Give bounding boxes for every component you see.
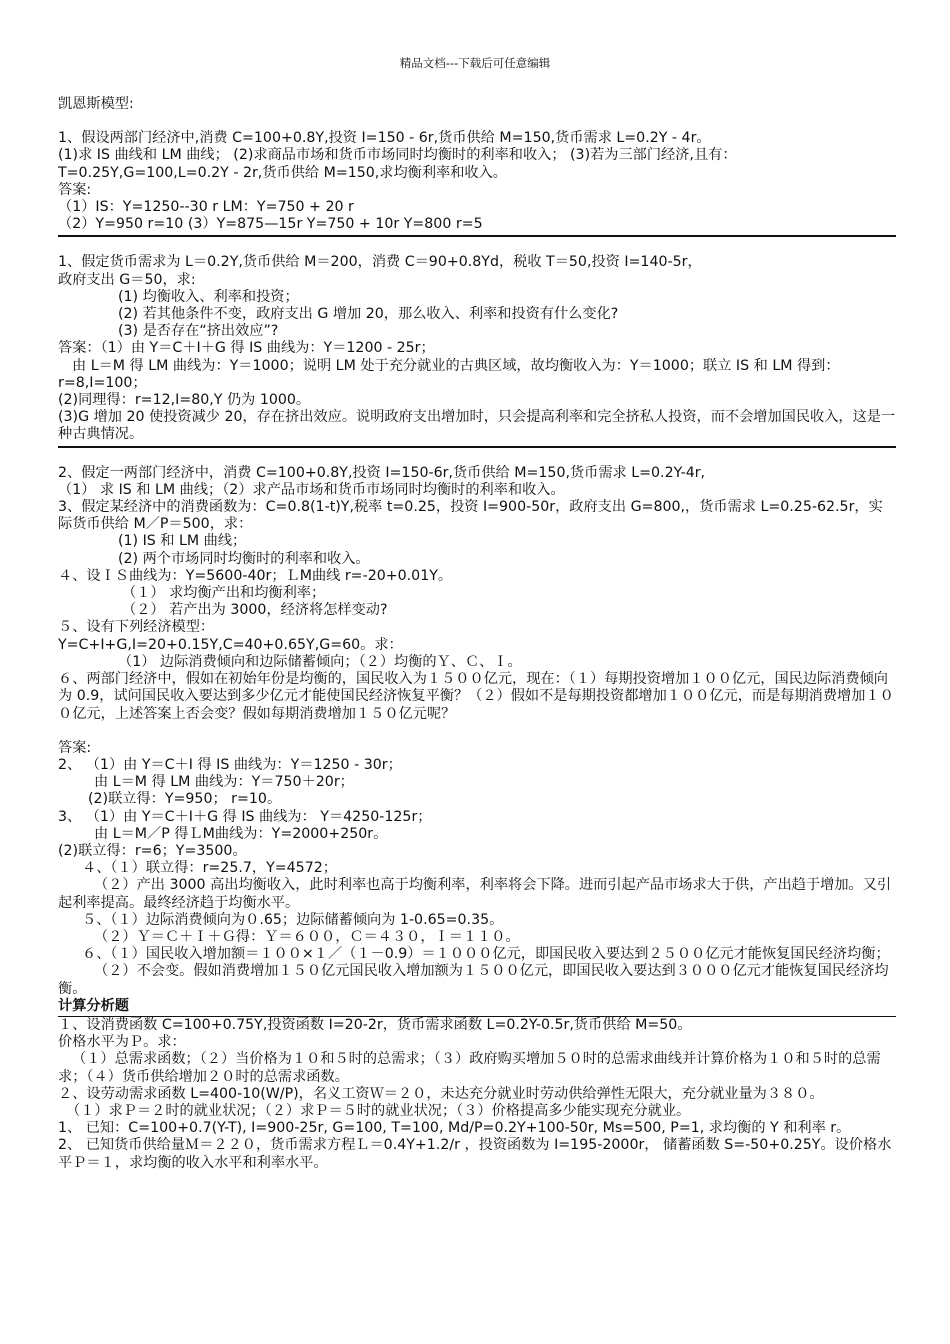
q5-subquestion: （1） 边际消费倾向和边际储蓄倾向；（２）均衡的Ｙ、Ｃ、Ｉ。 bbox=[118, 653, 522, 670]
q3-subquestion: (2) 两个市场同时均衡时的利率和收入。 bbox=[118, 550, 370, 567]
q3-line: 3、假定某经济中的消费函数为：C=0.8(1-t)Y,税率 t=0.25，投资 I=900-50r，政府支出 G=800,，货币需求 L=0.25-62.5r，实际货币供给 M／P＝500，求： bbox=[58, 499, 883, 533]
s1-answer-label: 答案: bbox=[58, 181, 92, 198]
answer-line: ４、（１）联立得：r=25.7，Y=4572； bbox=[82, 860, 337, 877]
q4-line: ４、设ＩＳ曲线为：Y=5600-40r；ＬM曲线 r=-20+0.01Y。 bbox=[58, 567, 453, 584]
s2-answer-line: (2)同理得：r=12,I=80,Y 仍为 1000。 bbox=[58, 392, 311, 409]
document-body bbox=[58, 96, 896, 1172]
q6-line: ６、两部门经济中，假如在初始年份是均衡的，国民收入为１５００亿元，现在：（１）每期投资增加１００亿元，国民边际消费倾向为 0.9，试问国民收入要达到多少亿元才能使国民经济恢复平衡？（２）假如不是每期投资都增加１００亿元，而是每期消费增加１００亿元，上述答案上否会变？假如每期消费增加１５０亿元呢？ bbox=[58, 671, 894, 722]
q4-subquestion: （２） 若产出为 3000，经济将怎样变动? bbox=[122, 602, 388, 619]
s1-answer-line: （2）Y=950 r=10 (3）Y=875—15r Y=750 + 10r Y=800 r=5 bbox=[58, 216, 483, 233]
answer-line: （２）产出 3000 高出均衡收入，此时利率也高于均衡利率，利率将会下降。进而引起产品市场求大于供，产出趋于增加。又引起利率提高。最终经济趋于均衡水平。 bbox=[58, 877, 892, 911]
q2-line: 2、假定一两部门经济中，消费 C=100+0.8Y,投资 I=150-6r,货币供给 M=150,货币需求 L=0.2Y-4r, bbox=[58, 464, 706, 481]
calc-heading: 计算分析题 bbox=[58, 997, 129, 1014]
calc-line: （１）求Ｐ＝２时的就业状况；（２）求Ｐ＝５时的就业状况；（３）价格提高多少能实现充分就业。 bbox=[66, 1102, 691, 1119]
answers-label: 答案: bbox=[58, 739, 92, 756]
s2-answer-line: 由 L＝M 得 LM 曲线为：Y＝1000；说明 LM 处于充分就业的古典区域，故均衡收入为：Y＝1000；联立 IS 和 LM 得到：r=8,I=100； bbox=[58, 357, 840, 391]
answer-line: （２）不会变。假如消费增加１５０亿元国民收入增加额为１５００亿元，即国民收入要达到３０００亿元才能恢复国民经济均衡。 bbox=[58, 963, 889, 997]
calc-line: 2、 已知货币供给量Ｍ＝２２０，货币需求方程Ｌ＝0.4Y+1.2/r ，投资函数为 I=195-2000r， 储蓄函数 S=-50+0.25Y。设价格水平Ｐ＝１，求均衡的收入水平和利率水平。 bbox=[58, 1137, 892, 1171]
answer-line: （２）Ｙ＝Ｃ＋Ｉ＋Ｇ得：Ｙ＝６００，Ｃ＝４３０，Ｉ＝１１０。 bbox=[94, 928, 520, 945]
calc-line: 价格水平为Ｐ。求： bbox=[58, 1034, 186, 1051]
q5-line: Y=C+I+G,I=20+0.15Y,C=40+0.65Y,G=60。求： bbox=[58, 636, 403, 653]
calc-line: ２、设劳动需求函数 L=400-10(W/P)，名义工资Ｗ＝２０，未达充分就业时劳动供给弹性无限大，充分就业量为３８０。 bbox=[58, 1085, 824, 1102]
answer-line: 由 L＝M 得 LM 曲线为：Y＝750＋20r； bbox=[94, 774, 354, 791]
answer-line: 2、 （1）由 Y＝C＋I 得 IS 曲线为：Y＝1250 - 30r； bbox=[58, 756, 402, 773]
q3-subquestion: (1) IS 和 LM 曲线； bbox=[118, 533, 247, 550]
answer-line: ５、（１）边际消费倾向为０.65；边际储蓄倾向为 1-0.65=0.35。 bbox=[82, 911, 504, 928]
answer-line: 由 L＝M／P 得ＬM曲线为：Y=2000+250r。 bbox=[94, 825, 388, 842]
s1-question-line: T=0.25Y,G=100,L=0.2Y - 2r,货币供给 M=150,求均衡利率和收入。 bbox=[58, 164, 507, 181]
answer-line: (2)联立得：Y=950； r=10。 bbox=[88, 791, 282, 808]
s1-answer-line: （1）IS：Y=1250--30 r LM：Y=750 + 20 r bbox=[58, 199, 354, 216]
calc-line: 1、 已知：C=100+0.7(Y-T), I=900-25r, G=100, T=100, Md/P=0.2Y+100-50r, Ms=500, P=1, 求均衡的 Y 和利率 r。 bbox=[58, 1120, 851, 1137]
s1-question-line: (1)求 IS 曲线和 LM 曲线； (2)求商品市场和货币市场同时均衡时的利率和收入； (3)若为三部门经济,且有： bbox=[58, 147, 737, 164]
s2-question-line: 政府支出 G＝50，求: bbox=[58, 271, 196, 288]
s2-answer-line: 答案：（1）由 Y＝C＋I＋G 得 IS 曲线为：Y＝1200 - 25r； bbox=[58, 340, 435, 357]
answer-line: (2)联立得：r=6；Y=3500。 bbox=[58, 842, 247, 859]
page-header: 精品文档---下载后可任意编辑 bbox=[399, 56, 551, 70]
s2-question-line: 1、假定货币需求为 L＝0.2Y,货币供给 M＝200，消费 C＝90+0.8Yd，税收 T＝50,投资 I=140-5r， bbox=[58, 254, 702, 271]
q2-line: （1） 求 IS 和 LM 曲线；（2）求产品市场和货币市场同时均衡时的利率和收入。 bbox=[58, 481, 565, 498]
s1-question-line: 1、假设两部门经济中,消费 C=100+0.8Y,投资 I=150 - 6r,货币供给 M=150,货币需求 L=0.2Y - 4r。 bbox=[58, 130, 711, 147]
calc-line: １、设消费函数 C=100+0.75Y,投资函数 I=20-2r，货币需求函数 L=0.2Y-0.5r,货币供给 M=50。 bbox=[58, 1016, 692, 1033]
answer-line: 3、 （1）由 Y＝C＋I＋G 得 IS 曲线为： Y＝4250-125r； bbox=[58, 808, 432, 825]
s2-answer-line: (3)G 增加 20 使投资减少 20，存在挤出效应。说明政府支出增加时，只会提高利率和完全挤私人投资，而不会增加国民收入，这是一种古典情况。 bbox=[58, 409, 896, 443]
calc-line: （１）总需求函数；（２）当价格为１０和５时的总需求；（３）政府购买增加５０时的总需求曲线并计算价格为１０和５时的总需求；（４）货币供给增加２０时的总需求函数。 bbox=[58, 1051, 881, 1085]
s2-subquestion: (2) 若其他条件不变，政府支出 G 增加 20，那么收入、利率和投资有什么变化? bbox=[118, 306, 619, 323]
q5-line: ５、设有下列经济模型： bbox=[58, 619, 215, 636]
q4-subquestion: （１） 求均衡产出和均衡利率； bbox=[122, 585, 326, 602]
document-title: 凯恩斯模型: bbox=[58, 96, 134, 112]
s2-subquestion: (1) 均衡收入、利率和投资； bbox=[118, 288, 299, 305]
answer-line: ６、（１）国民收入增加额＝１００×１／（１－0.9）＝１０００亿元，即国民收入要达到２５００亿元才能恢复国民经济均衡； bbox=[82, 946, 890, 963]
s2-subquestion: (3) 是否存在“挤出效应”? bbox=[118, 323, 279, 340]
